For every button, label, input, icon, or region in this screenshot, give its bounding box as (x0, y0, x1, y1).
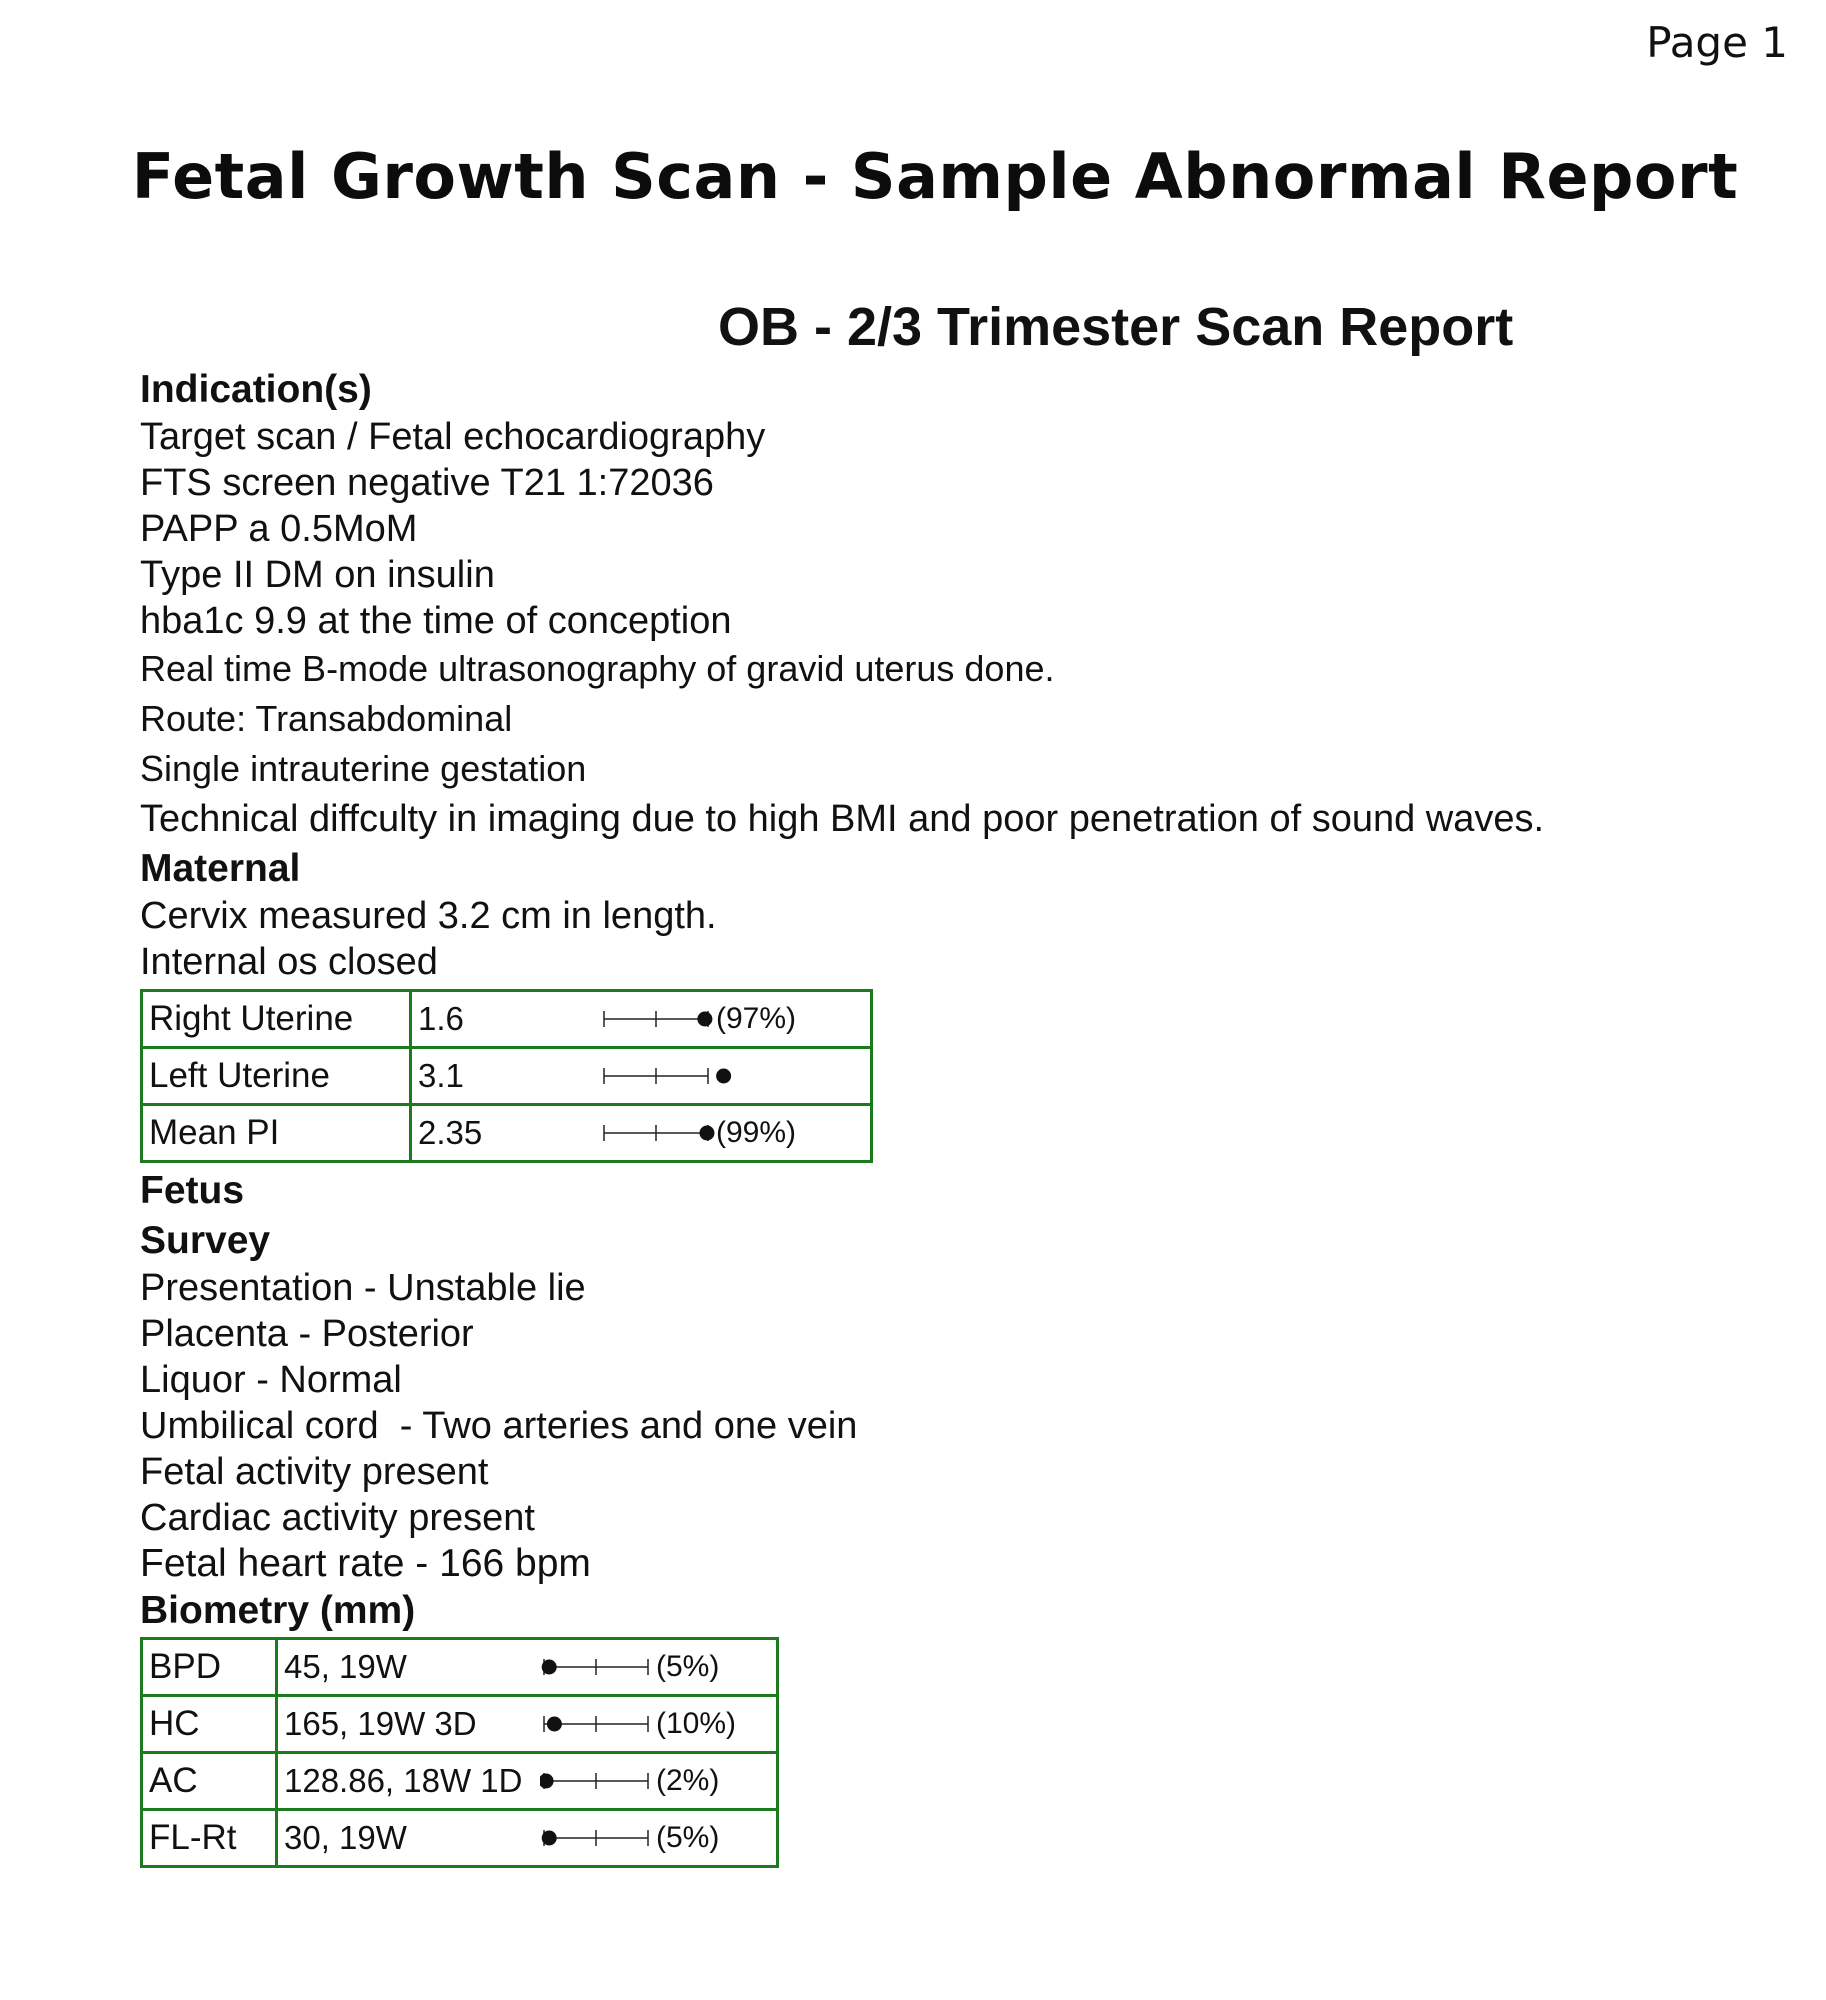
value-marker (540, 1774, 554, 1789)
biometry-value-cell (277, 1696, 778, 1753)
biometry-row (142, 1810, 778, 1867)
survey-line: Umbilical cord - Two arteries and one vein (140, 1405, 858, 1447)
indication-line: Target scan / Fetal echocardiography (140, 416, 766, 458)
procedure-line: Real time B-mode ultrasonography of gravid uterus done. (140, 648, 1055, 689)
doppler-percentile: (99%) (716, 1116, 797, 1149)
doppler-row (142, 1105, 872, 1162)
value-marker (542, 1831, 557, 1846)
percentile-range-indicator (600, 1049, 744, 1103)
biometry-value-cell (277, 1810, 778, 1867)
biometry-row (142, 1696, 778, 1753)
biometry-heading: Biometry (mm) (140, 1589, 416, 1632)
indication-line: FTS screen negative T21 1:72036 (140, 462, 714, 504)
doppler-value: 2.35 (418, 1114, 483, 1151)
uterine-doppler-table (140, 989, 873, 1163)
survey-line: Liquor - Normal (140, 1359, 402, 1401)
doppler-value-cell (411, 1048, 872, 1105)
survey-line: Placenta - Posterior (140, 1313, 474, 1355)
biometry-label: HC (142, 1696, 277, 1753)
biometry-value-cell (277, 1753, 778, 1810)
biometry-table (140, 1637, 779, 1868)
route-line: Route: Transabdominal (140, 698, 513, 739)
survey-heading: Survey (140, 1219, 271, 1262)
survey-line: Cardiac activity present (140, 1497, 535, 1539)
fetus-heading: Fetus (140, 1169, 245, 1212)
doppler-value: 1.6 (418, 1000, 464, 1037)
fetal-heart-rate-line: Fetal heart rate - 166 bpm (140, 1542, 591, 1585)
biometry-percentile: (10%) (656, 1707, 737, 1740)
technical-difficulty-line: Technical diffculty in imaging due to high BMI and poor penetration of sound waves. (140, 798, 1545, 840)
biometry-percentile: (5%) (656, 1650, 720, 1683)
biometry-label: AC (142, 1753, 277, 1810)
doppler-value: 3.1 (418, 1057, 464, 1094)
doppler-label: Left Uterine (142, 1048, 411, 1105)
biometry-value: 128.86, 18W 1D (284, 1762, 523, 1799)
biometry-value: 165, 19W 3D (284, 1705, 477, 1742)
doppler-row (142, 1048, 872, 1105)
maternal-heading: Maternal (140, 847, 301, 890)
biometry-row (142, 1639, 778, 1696)
indication-line: Type II DM on insulin (140, 554, 495, 596)
cervix-line: Cervix measured 3.2 cm in length. (140, 895, 717, 937)
internal-os-line: Internal os closed (140, 941, 438, 983)
report-body (140, 366, 1800, 1868)
report-title: OB - 2/3 Trimester Scan Report (718, 297, 1514, 357)
doppler-value-cell (411, 991, 872, 1048)
value-marker (697, 1012, 712, 1027)
doppler-label: Mean PI (142, 1105, 411, 1162)
value-marker (699, 1126, 714, 1141)
doppler-value-cell (411, 1105, 872, 1162)
biometry-percentile: (5%) (656, 1821, 720, 1854)
gestation-line: Single intrauterine gestation (140, 748, 587, 789)
document-title: Fetal Growth Scan - Sample Abnormal Report (131, 140, 1739, 213)
biometry-value-cell (277, 1639, 778, 1696)
survey-line: Fetal activity present (140, 1451, 489, 1493)
doppler-label: Right Uterine (142, 991, 411, 1048)
value-marker (716, 1069, 731, 1084)
indication-line: hba1c 9.9 at the time of conception (140, 600, 732, 642)
indication-line: PAPP a 0.5MoM (140, 508, 418, 550)
value-marker (542, 1660, 557, 1675)
indications-heading: Indication(s) (140, 368, 372, 411)
doppler-percentile: (97%) (716, 1002, 797, 1035)
biometry-value: 45, 19W (284, 1648, 407, 1685)
biometry-percentile: (2%) (656, 1764, 720, 1797)
value-marker (547, 1717, 562, 1732)
biometry-label: BPD (142, 1639, 277, 1696)
biometry-value: 30, 19W (284, 1819, 407, 1856)
doppler-row (142, 991, 872, 1048)
biometry-label: FL-Rt (142, 1810, 277, 1867)
survey-line: Presentation - Unstable lie (140, 1267, 586, 1309)
biometry-row (142, 1753, 778, 1810)
page-number: Page 1 (1646, 18, 1788, 67)
